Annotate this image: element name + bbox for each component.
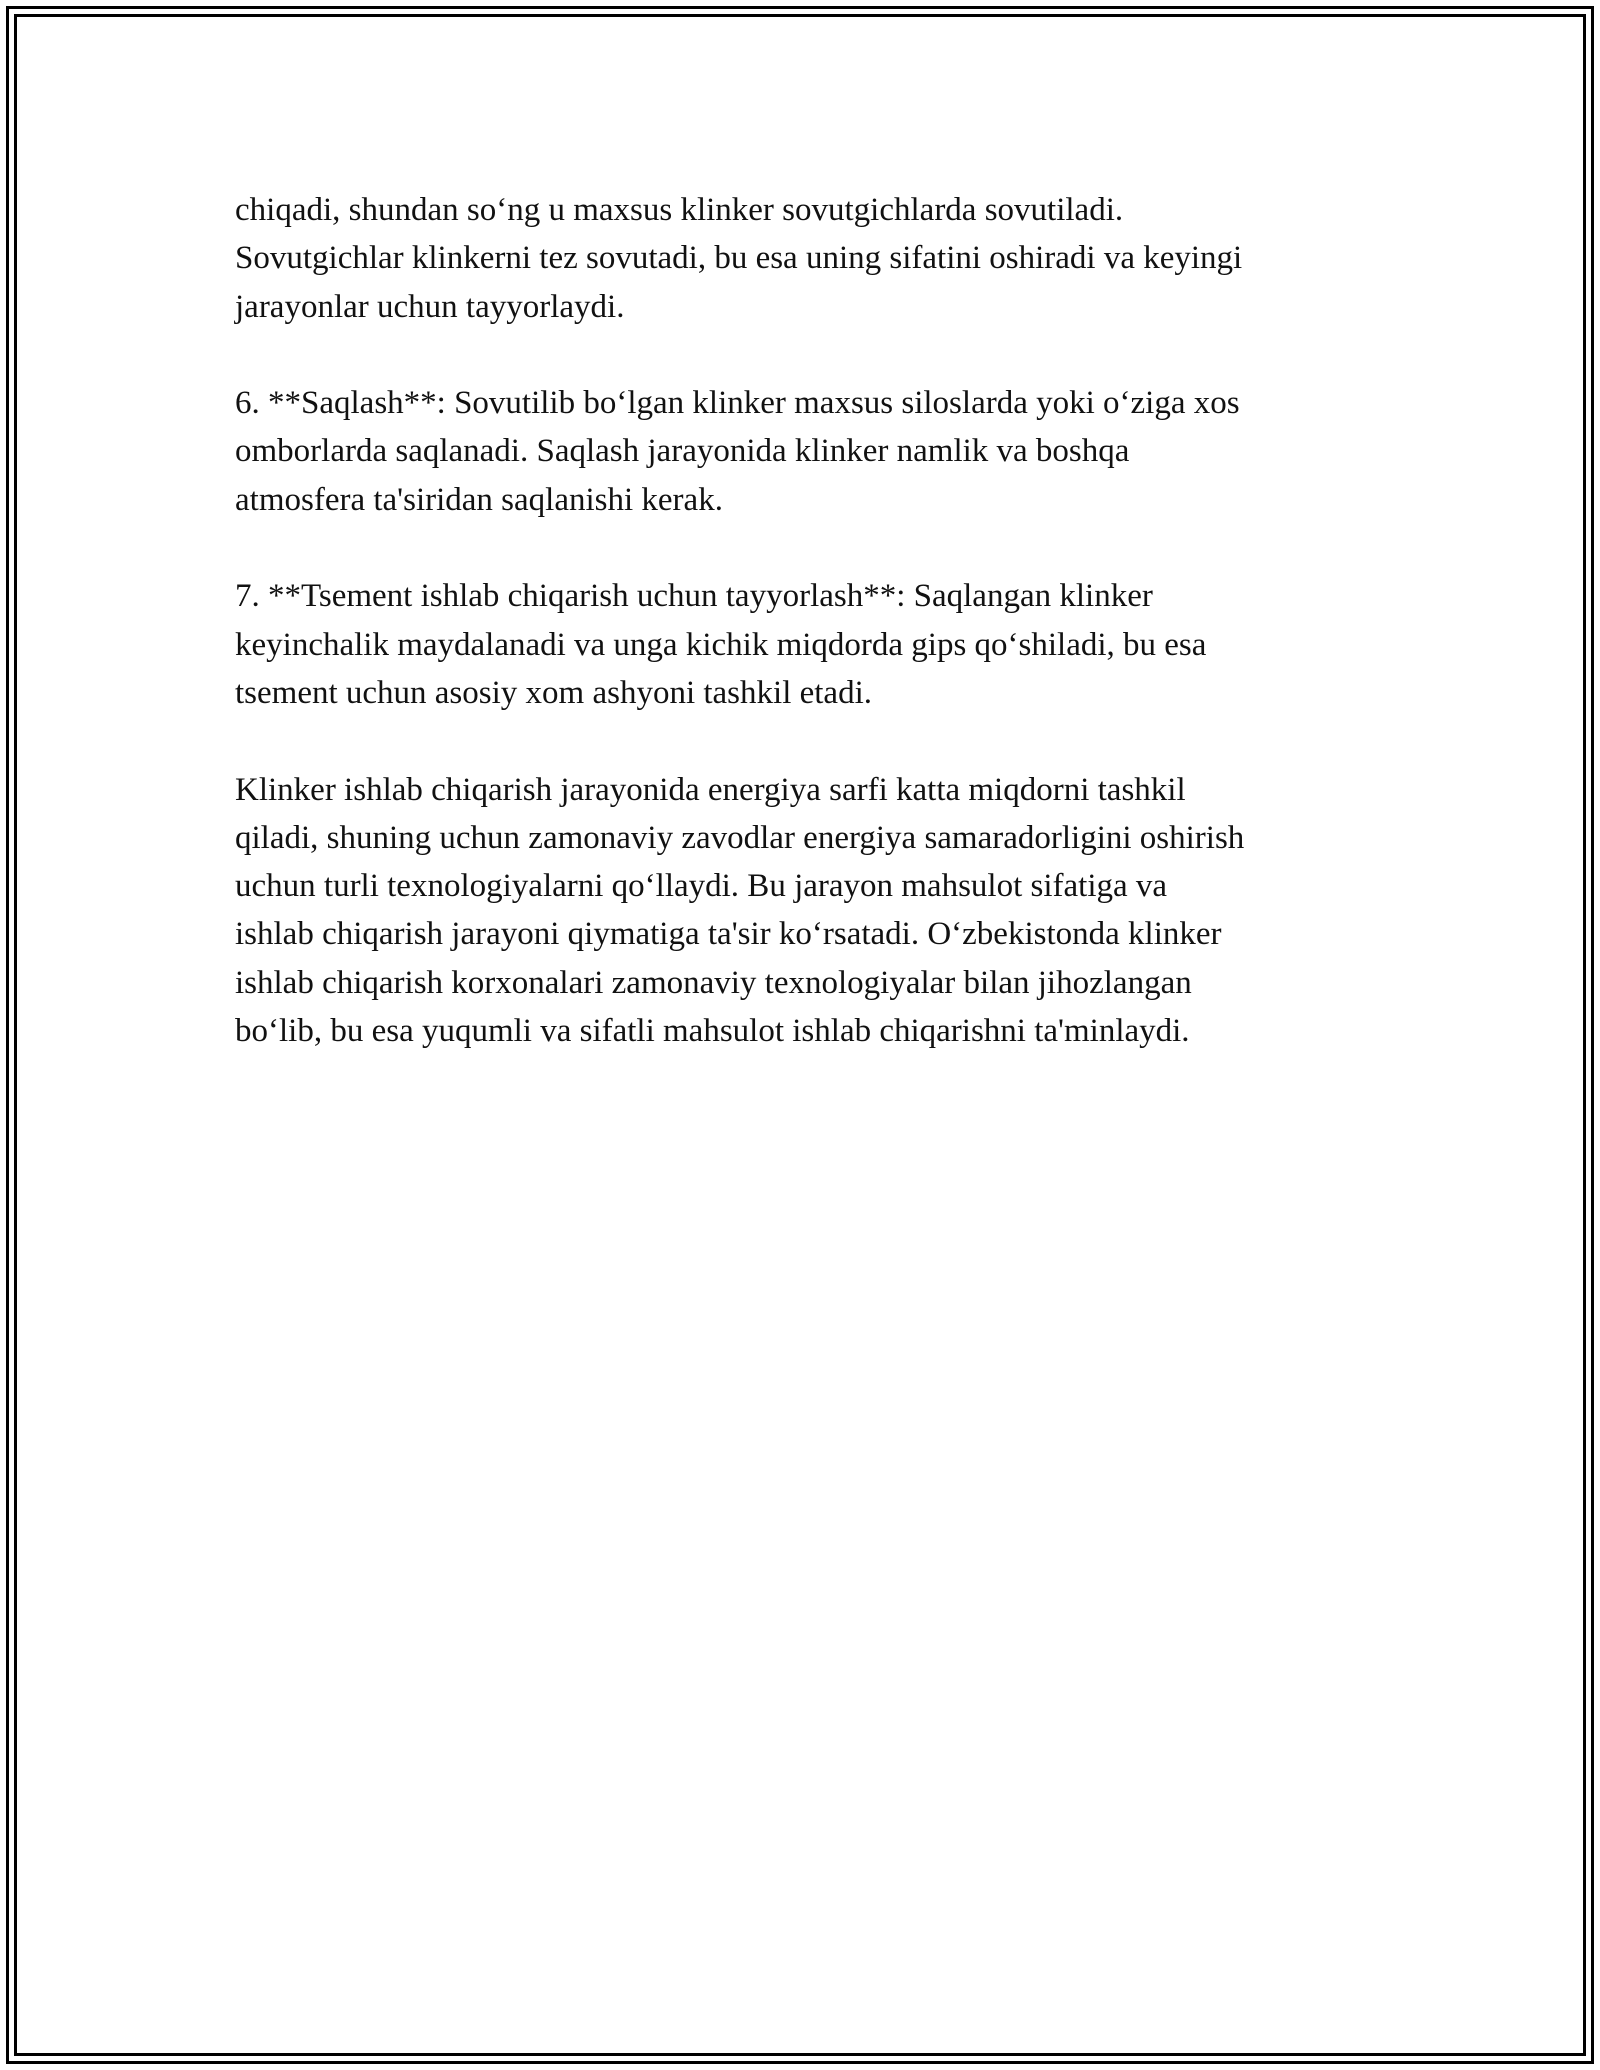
document-body: [235, 186, 1375, 1104]
paragraph-energy-summary: Klinker ishlab chiqarish jarayonida energiya sarfi katta miqdorni tashkil qiladi, shuning uchun zamonaviy zavodlar energiya samaradorligini oshirish uchun turli texnologiyalarni qo‘llaydi. Bu jarayon mahsulot sifatiga va ishlab chiqarish jarayoni qiymatiga ta'sir ko‘rsatadi. O‘zbekistonda klinker ishlab chiqarish korxonalari zamonaviy texnologiyalar bilan jihozlangan bo‘lib, bu esa yuqumli va sifatli mahsulot ishlab chiqarishni ta'minlaydi.: [235, 771, 1245, 1050]
paragraph-storage: 6. **Saqlash**: Sovutilib bo‘lgan klinker maxsus siloslarda yoki o‘ziga xos omborlarda saqlanadi. Saqlash jarayonida klinker namlik va boshqa atmosfera ta'siridan saqlanishi kerak.: [235, 385, 1240, 518]
paragraph-cement-preparation: 7. **Tsement ishlab chiqarish uchun tayyorlash**: Saqlangan klinker keyinchalik maydalanadi va unga kichik miqdorda gips qo‘shiladi, bu esa tsement uchun asosiy xom ashyoni tashkil etadi.: [235, 578, 1207, 711]
paragraph-cooling: chiqadi, shundan so‘ng u maxsus klinker sovutgichlarda sovutiladi. Sovutgichlar klinkerni tez sovutadi, bu esa uning sifatini oshiradi va keyingi jarayonlar uchun tayyorlaydi.: [235, 192, 1243, 325]
